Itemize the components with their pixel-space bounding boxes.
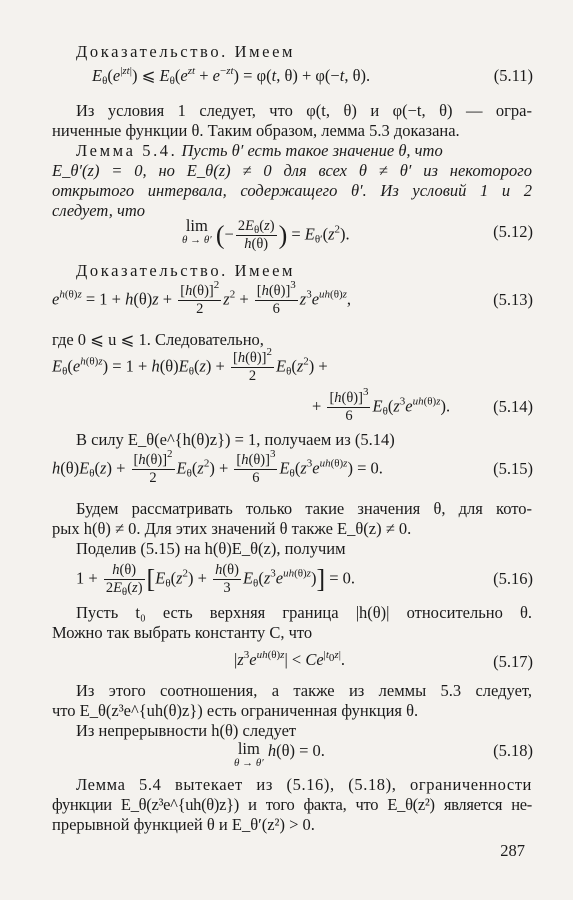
- text-line: Можно так выбрать константу C, что: [52, 623, 313, 642]
- text-line: [52, 499, 532, 519]
- equation-5-16: 1 + $\frac{h(\theta)}{2E_\theta(z)}$ [$E_\theta(z^2)$ + $\frac{h(\theta)}{3}$ $E_\theta(z^3e^{uh(\theta)z})] = 0$.: [76, 562, 356, 598]
- lemma-text-line: [52, 181, 532, 201]
- text-line: [52, 603, 532, 623]
- text-line: [52, 101, 532, 121]
- equation-5-15: $h(\theta)E_\theta(z)$ + $\frac{[h(\theta)]^2}{2}$ $E_\theta(z^2)$ + $\frac{[h(\theta)]^3}{6}$ $E_\theta(z^3e^{uh(\theta)z}) = 0$.: [52, 448, 383, 486]
- lemma-heading: Лемма 5.4.: [76, 141, 178, 160]
- text-line: Поделив (5.15) на h(θ)E_θ(z), получим: [76, 539, 346, 558]
- text-line: прерывной функцией θ и E_θ′(z²) > 0.: [52, 815, 315, 834]
- lemma-text-line: [52, 161, 532, 181]
- text-line-content: Из условия 1 следует, что φ(t, θ) и φ(−t, θ) — огра-: [76, 101, 532, 120]
- equation-5-14-line-2: + $\frac{[h(\theta)]^3}{6}$ $E_\theta(z^3e^{uh(\theta)z})$.: [312, 386, 451, 424]
- eq-number-5-12: (5.12): [493, 222, 533, 241]
- text-line: где 0 ⩽ u ⩽ 1. Следовательно,: [52, 330, 264, 349]
- equation-5-11: $E_\theta(e^{|zt|})$ ⩽ $E_\theta(e^{zt} + e^{-zt}) = \varphi(t$, θ) + φ(−t, θ).: [92, 65, 371, 87]
- equation-5-12: lim θ → θ′ (− $\frac{2E_\theta(z)}{h(\theta)}$ ) = $E_{\theta'}(z^2)$.: [182, 216, 350, 252]
- equation-5-17: $|z^3e^{uh(\theta)z}| < Ce^{|t_0z|}$.: [234, 649, 346, 669]
- eq-number-5-15: (5.15): [493, 459, 533, 478]
- text-line: рых h(θ) ≠ 0. Для этих значений θ также E_θ(z) ≠ 0.: [52, 519, 412, 538]
- eq-number-5-11: (5.11): [493, 66, 533, 85]
- equation-5-18: lim θ → θ′ h(θ) = 0.: [234, 739, 325, 769]
- page-number: 287: [500, 841, 525, 860]
- text-line: В силу E_θ(e^{h(θ)z}) = 1, получаем из (5.14): [76, 430, 395, 449]
- text-line-content: Лемма 5.4 вытекает из (5.16), (5.18), ограниченности: [76, 775, 532, 794]
- text-line: [52, 775, 532, 795]
- lemma-text: Пусть θ′ есть такое значение θ, что: [181, 141, 443, 160]
- text-line-content: Будем рассматривать только такие значения θ, для кото-: [76, 499, 532, 518]
- text-line: Из непрерывности h(θ) следует: [76, 721, 297, 740]
- eq-number-5-17: (5.17): [493, 652, 533, 671]
- eq-number-5-16: (5.16): [493, 569, 533, 588]
- text-line: [52, 681, 532, 701]
- lemma-text-content: следует, что: [52, 201, 146, 220]
- proof-heading-2: Доказательство. Имеем: [76, 261, 296, 280]
- equation-5-14-line-1: $E_\theta(e^{h(\theta)z}) = 1 + h(\theta)E_\theta(z)$ + $\frac{[h(\theta)]^2}{2}$ $E_\theta(z^2)$ +: [52, 346, 328, 384]
- text-line-content: Пусть t₀ есть верхняя граница |h(θ)| относительно θ.: [76, 603, 532, 622]
- text-line: функции E_θ(z³e^{uh(θ)z}) и того факта, что E_θ(z²) является не-: [52, 795, 532, 814]
- eq-number-5-14: (5.14): [493, 397, 533, 416]
- text-line: ниченные функции θ. Таким образом, лемма 5.3 доказана.: [52, 121, 460, 140]
- eq-number-5-18: (5.18): [493, 741, 533, 760]
- lemma-5-4-line: [76, 141, 532, 161]
- lemma-text-content: E_θ′(z) = 0, но E_θ(z) ≠ 0 для всех θ ≠ θ′ из некоторого: [52, 161, 532, 180]
- lemma-text-content: открытого интервала, содержащего θ′. Из условий 1 и 2: [52, 181, 532, 200]
- equation-5-13: $e^{h(\theta)z} = 1 + h(\theta)z$ + $\frac{[h(\theta)]^2}{2}$ $z^2$ + $\frac{[h(\theta)]^3}{6}$ $z^3e^{uh(\theta)z}$,: [52, 279, 352, 317]
- eq-number-5-13: (5.13): [493, 290, 533, 309]
- proof-heading-1: Доказательство. Имеем: [76, 42, 296, 61]
- text-line-content: Из этого соотношения, а также из леммы 5.3 следует,: [76, 681, 532, 700]
- text-line: что E_θ(z³e^{uh(θ)z}) есть ограниченная функция θ.: [52, 701, 419, 720]
